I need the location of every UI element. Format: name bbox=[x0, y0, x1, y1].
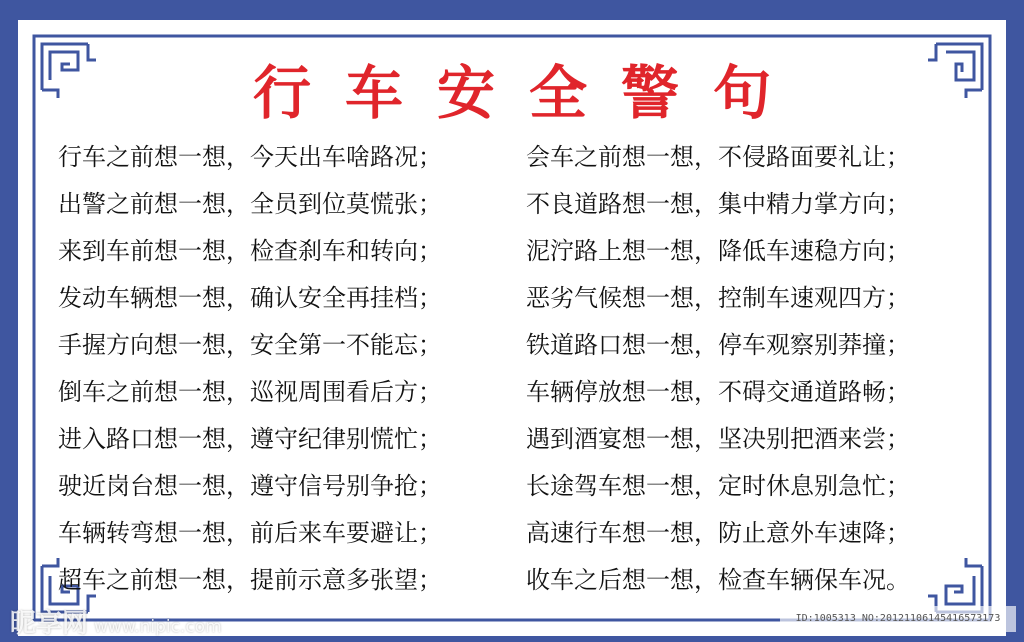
watermark-brand bbox=[10, 603, 222, 640]
slogan-right: 泥泞路上想一想，降低车速稳方向； bbox=[526, 237, 910, 265]
slogan-row bbox=[58, 510, 978, 557]
slogan-left: 来到车前想一想，检查刹车和转向； bbox=[58, 237, 442, 265]
slogan-left: 行车之前想一想，今天出车啥路况； bbox=[58, 143, 442, 171]
slogan-row bbox=[58, 181, 978, 228]
slogan-row bbox=[58, 463, 978, 510]
watermark-id: ID:1005313 NO:20121106145416573173 bbox=[780, 606, 1016, 632]
slogan-left: 发动车辆想一想，确认安全再挂档； bbox=[58, 284, 442, 312]
slogan-left: 进入路口想一想，遵守纪律别慌忙； bbox=[58, 425, 442, 453]
slogan-row bbox=[58, 322, 978, 369]
slogan-right: 不良道路想一想，集中精力掌方向； bbox=[526, 190, 910, 218]
slogan-right: 铁道路口想一想，停车观察别莽撞； bbox=[526, 331, 910, 359]
slogan-right: 长途驾车想一想，定时休息别急忙； bbox=[526, 472, 910, 500]
board-panel bbox=[18, 20, 1006, 636]
watermark-url: www.nipic.com bbox=[94, 617, 222, 637]
slogan-row bbox=[58, 134, 978, 181]
slogan-row bbox=[58, 228, 978, 275]
slogan-left: 出警之前想一想，全员到位莫慌张； bbox=[58, 190, 442, 218]
page-title: 行车安全警句 bbox=[252, 59, 805, 127]
slogan-left: 手握方向想一想，安全第一不能忘； bbox=[58, 331, 442, 359]
slogan-left: 倒车之前想一想，巡视周围看后方； bbox=[58, 378, 442, 406]
slogan-right: 高速行车想一想，防止意外车速降； bbox=[526, 519, 910, 547]
slogan-right: 车辆停放想一想，不碍交通道路畅； bbox=[526, 378, 910, 406]
slogan-row bbox=[58, 275, 978, 322]
slogan-left: 车辆转弯想一想，前后来车要避让； bbox=[58, 519, 442, 547]
watermark-brand-name: 昵享网 bbox=[10, 609, 89, 639]
slogan-row bbox=[58, 557, 978, 604]
slogan-right: 收车之后想一想，检查车辆保车况。 bbox=[526, 566, 910, 594]
slogan-row bbox=[58, 416, 978, 463]
slogan-left: 超车之前想一想，提前示意多张望； bbox=[58, 566, 442, 594]
slogan-left: 驶近岗台想一想，遵守信号别争抢； bbox=[58, 472, 442, 500]
slogan-right: 会车之前想一想，不侵路面要礼让； bbox=[526, 143, 910, 171]
slogan-list bbox=[58, 134, 978, 604]
slogan-row bbox=[58, 369, 978, 416]
slogan-right: 遇到酒宴想一想，坚决别把酒来尝； bbox=[526, 425, 910, 453]
slogan-right: 恶劣气候想一想，控制车速观四方； bbox=[526, 284, 910, 312]
